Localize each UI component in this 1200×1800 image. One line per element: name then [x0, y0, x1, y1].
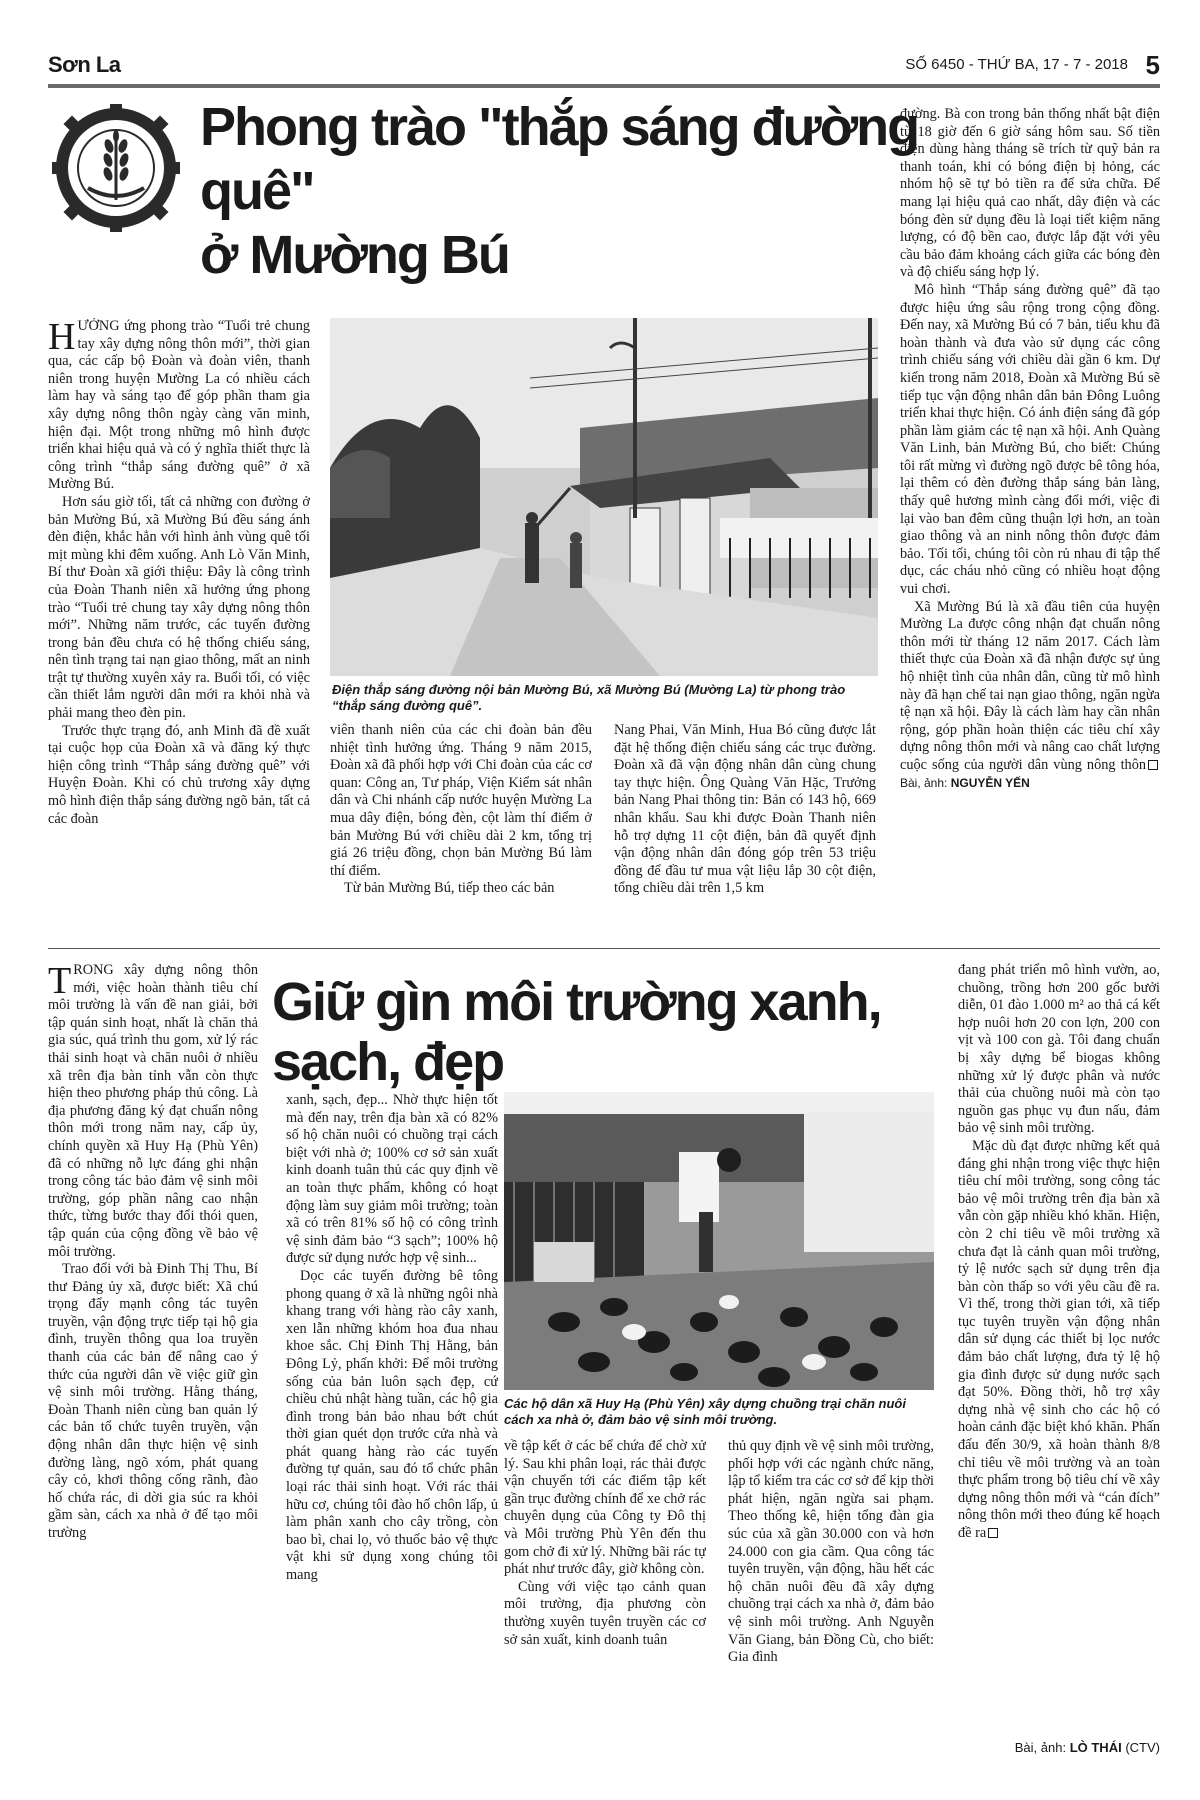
article2-headline: Giữ gìn môi trường xanh, sạch, đẹp	[272, 972, 881, 1092]
street-lights-photo	[330, 318, 878, 676]
article1-byline: Bài, ảnh: NGUYỄN YẾN	[900, 775, 1030, 790]
issue-info: SỐ 6450 - THỨ BA, 17 - 7 - 2018	[905, 56, 1128, 73]
page-number: 5	[1145, 50, 1160, 80]
article1-column-1	[48, 318, 310, 916]
section-name: Sơn La	[48, 52, 121, 77]
article1-paragraph: Mô hình “Thắp sáng đường quê” đã tạo được hiệu ứng sâu rộng trong cộng đồng. Đến nay, xã Mường Bú có 7 bản, tiểu khu đã hoàn thành và đưa vào sử dụng các công trình chiếu sáng với chiều dài gần 6 km. Dự kiến trong năm 2018, Đoàn xã Mường Bú sẽ tiếp tục vận động nhân dân bản Đông Luông triển khai thực hiện. Có ánh điện sáng đã góp phần làm giảm các tệ nạn xã hội. Anh Quàng Văn Linh, bản Mường Bú, cho biết: Chúng tôi rất mừng vì đường ngõ được bê tông hóa, lại thêm có đèn đường thắp sáng bản làng, thấy quê hương mình càng đổi mới, việc đi lại vào ban đêm cũng thuận lợi hơn, an toàn giao thông và an ninh nông thôn được đảm bảo. Tối tối, chúng tôi còn rủ nhau đi tập thể dục, các cháu nhỏ cũng có nhiều hoạt động vui chơi.	[900, 281, 1160, 598]
article1-headline-line2: ở Mường Bú	[200, 225, 509, 285]
article2-photo-caption: Các hộ dân xã Huy Hạ (Phù Yên) xây dựng chuồng trại chăn nuôi cách xa nhà ở, đảm bảo vệ sinh môi trường.	[504, 1396, 906, 1427]
article2-column-4	[728, 1438, 934, 1744]
dropcap: H	[48, 318, 76, 358]
article2-column-1	[48, 962, 258, 1742]
end-mark-icon	[1148, 760, 1158, 770]
article1-author: NGUYỄN YẾN	[950, 775, 1030, 790]
article2-paragraph: RONG xây dựng nông thôn mới, việc hoàn thành tiêu chí môi trường là vấn đề nan giải, bởi tập quán sinh hoạt, nhất là chăn thả gia súc, quá trình thu gom, xử lý rác thải sinh hoạt và chăn nuôi ở nhiều xã trên địa bàn tỉnh vẫn còn thực hiện theo phương pháp thủ công. Là địa phương đăng ký đạt chuẩn nông thôn mới trong năm nay, cấp ủy, chính quyền xã Huy Hạ (Phù Yên) đã có những nỗ lực đáng ghi nhận trong công tác bảo đảm vệ sinh môi trường, góp phần nâng cao nhận thức, từng bước thay đổi thói quen, tập quán của cộng đồng về bảo vệ môi trường.	[48, 962, 258, 1260]
article1-paragraph: đường. Bà con trong bản thống nhất bật điện từ 18 giờ đến 6 giờ sáng hôm sau. Số tiền điện dùng hàng tháng sẽ trích từ quỹ bản ra thanh toán, khi có bóng điện bị hỏng, các nhóm hộ sẽ tự bỏ tiền ra để sửa chữa. Để mang lại hiệu quả cao nhất, dây điện và các bóng đèn sử dụng đều là loại tiết kiệm năng lượng, có độ bền cao, được lắp đặt với yêu cầu bảo đảm khoảng cách giữa các bóng đèn và độ chiếu sáng hợp lý.	[900, 106, 1160, 281]
article2-column-5	[958, 962, 1160, 1738]
article2-paragraph: xanh, sạch, đẹp... Nhờ thực hiện tốt mà đến nay, trên địa bàn xã có 82% số hộ chăn nuôi có chuồng trại cách biệt với nhà ở; 100% cơ sở sản xuất kinh doanh tuân thủ các quy định về an toàn thực phẩm, không có hoạt động làm suy giảm môi trường; toàn xã có trên 81% số hộ có công trình vệ sinh đảm bảo “3 sạch”; 100% hộ được sử dụng nước hợp vệ sinh...	[286, 1092, 498, 1267]
article1-photo-caption: Điện thắp sáng đường nội bản Mường Bú, xã Mường Bú (Mường La) từ phong trào “thắp sáng đường quê”.	[332, 682, 846, 713]
article2-column-2	[286, 1092, 498, 1742]
article1-photo	[330, 318, 878, 676]
article1-paragraph: Từ bản Mường Bú, tiếp theo các bản	[344, 880, 555, 897]
article2-paragraph: Dọc các tuyến đường bê tông phong quang ở xã là những ngôi nhà khang trang với hàng rào cây xanh, xen lẫn những khóm hoa đua nhau khoe sắc. Chị Đinh Thị Hằng, bản Đông Lỷ, phấn khởi: Để môi trường sống của bản luôn sạch đẹp, cứ chiều chủ nhật hàng tuần, các hộ gia đình trong bản bảo nhau bớt chút thời gian quét dọn trước cửa nhà và phát quang hàng rào các tuyến đường tự quản, sau đó tổ chức phân loại rác thải sinh hoạt. Với rác thải hữu cơ, chúng tôi đào hố chôn lấp, ủ làm phân xanh cho cây trồng, còn bao bì, chai lọ, vỏ thuốc bảo vệ thực vật khi sử dụng xong chúng tôi mang	[286, 1267, 498, 1584]
article2-byline: Bài, ảnh: LÒ THÁI (CTV)	[1014, 1740, 1160, 1755]
article1-paragraph: Hơn sáu giờ tối, tất cả những con đường ở bản Mường Bú, xã Mường Bú đều sáng ánh đèn điện, khắc hẳn với hình ảnh vùng quê tối mịt mùng khi đêm xuống. Anh Lò Văn Minh, Bí thư Đoàn xã giới thiệu: Đây là công trình của Đoàn Thanh niên xã hưởng ứng phong trào “Tuổi trẻ chung tay xây dựng nông thôn mới”. Những năm trước, các tuyến đường trong bản đều chưa có hệ thống chiếu sáng, nên tình trạng tai nạn giao thông, mất an ninh trật tự thường xuyên xảy ra. Buổi tối, có việc cần thiết lắm người dân mới ra khỏi nhà và phải mang theo đèn pin.	[48, 493, 310, 722]
chicken-farm-photo	[504, 1092, 934, 1390]
article1-paragraph: ƯỞNG ứng phong trào “Tuổi trẻ chung tay xây dựng nông thôn mới”, thời gian qua, các cấp bộ Đoàn và đoàn viên, thanh niên trong huyện Mường La có nhiều cách làm hay và sáng tạo để góp phần tham gia xây dựng nông thôn ngày càng văn minh, hiện đại. Một trong những mô hình được triển khai hiệu quả và có ý nghĩa thiết thực là công trình “thắp sáng đường quê” ở xã Mường Bú.	[48, 318, 310, 493]
youth-union-logo	[52, 104, 180, 232]
article2-paragraph: thủ quy định về vệ sinh môi trường, phối hợp với các ngành chức năng, lập tổ kiểm tra các cơ sở để kịp thời phát hiện, ngăn ngừa sai phạm. Theo thống kê, hiện tổng đàn gia súc của xã gần 30.000 con và hơn 24.000 con gia cầm. Qua công tác tuyên truyền, vận động, hầu hết các hộ chăn nuôi đều đã xây dựng chuồng trại cách xa nhà ở, đảm bảo vệ sinh môi trường. Anh Nguyễn Văn Giang, bản Đồng Cù, cho biết: Gia đình	[728, 1438, 934, 1666]
article2-column-3	[504, 1438, 706, 1744]
article-divider	[48, 948, 1160, 949]
article2-photo	[504, 1092, 934, 1390]
header-rule	[48, 84, 1160, 88]
end-mark-icon	[988, 1528, 998, 1538]
article1-paragraph: viên thanh niên của các chi đoàn bản đều nhiệt tình hưởng ứng. Tháng 9 năm 2015, Đoàn xã đã phối hợp với Chi đoàn của các cơ quan: Công an, Tư pháp, Viện Kiểm sát nhân dân và Chi nhánh cấp nước huyện Mường La mua dây điện, bóng đèn, cột làm thí điểm ở bản Mường Bú với chiều dài 2 km, tổng trị giá 26 triệu đồng, chọn bản Mường Bú làm thí điểm.	[330, 722, 592, 879]
article2-paragraph: đang phát triển mô hình vườn, ao, chuồng, trồng hơn 200 gốc bưởi diễn, 01 đào 1.000 m² ao thả cá kết hợp nuôi hơn 20 con lợn, 200 con vịt và 100 con gà. Tôi đang chuẩn bị xây dựng bể biogas không những xử lý được phân và nước thải của chuồng nuôi mà còn tạo nguồn gas phục vụ đun nấu, đảm bảo vệ sinh môi trường.	[958, 962, 1160, 1137]
article2-author: LÒ THÁI	[1069, 1740, 1122, 1755]
article1-headline-line1: Phong trào "thắp sáng đường quê"	[200, 97, 919, 221]
article1-paragraph: Nang Phai, Văn Minh, Hua Bó cũng được lắt đặt hệ thống điện chiếu sáng các trục đường. Đoàn xã đã vận động nhân dân cùng chung tay thực hiện. Ông Quàng Văn Hặc, Trưởng bản Nang Phai thông tin: Bản có 143 hộ, 669 nhân khẩu. Sau khi được Đoàn Thanh niên hỗ trợ dựng 11 cột điện, bản đã quyết định vận động nhân dân đóng góp trên 53 triệu đồng để đầu tư mua vật liệu lắp 30 cột điện, tổng chiều dài trên 1,5 km	[614, 722, 876, 897]
article2-paragraph: Cùng với việc tạo cảnh quan môi trường, địa phương còn thường xuyên tuyên truyền các cơ sở sản xuất, kinh doanh tuân	[504, 1578, 706, 1648]
article1-paragraph: Xã Mường Bú là xã đầu tiên của huyện Mường La được công nhận đạt chuẩn nông thôn mới từ tháng 12 năm 2017. Cách làm thiết thực của Đoàn xã đã nhận được sự ủng hộ nhiệt tình của nhân dân, cũng từ mô hình này đã hạn chế tai nạn giao thông, ngăn ngừa tệ nạn xã hội. Đây là cách làm hay cần nhân rộng, góp phần hoàn thiện các tiêu chí xây dựng nông thôn mới và nâng cao chất lượng cuộc sống của người dân vùng nông thôn	[900, 598, 1160, 773]
article2-paragraph: Mặc dù đạt được những kết quả đáng ghi nhận trong việc thực hiện tiêu chí môi trường, song công tác bảo vệ môi trường trên địa bàn xã vẫn còn gặp nhiều khó khăn. Hiện, còn 2 chỉ tiêu về môi trường xã chưa đạt là cảnh quan môi trường, tỷ lệ nước sạch sử dụng trên địa bàn còn thấp so với yêu cầu đề ra. Vì thế, trong thời gian tới, xã tiếp tục tuyên truyền vận động nhân dân sử dụng các thiết bị lọc nước đảm bảo chất lượng, đưa tỷ lệ hộ gia đình được sử dụng nước sạch đạt 50%. Đồng thời, hỗ trợ xây dựng nhà vệ sinh cho các hộ có hoàn cảnh đặc biệt khó khăn. Phấn đấu đến 30/9, xã hoàn thành 8/8 chỉ tiêu về môi trường và an toàn thực phẩm trong bộ tiêu chí về xây dựng nông thôn mới và “cán đích” nông thôn mới theo đúng kế hoạch đề ra	[958, 1137, 1160, 1541]
dropcap: T	[48, 962, 72, 1002]
article1-column-3	[614, 722, 876, 916]
article1-column-2	[330, 722, 592, 916]
article1-paragraph: Trước thực trạng đó, anh Minh đã đề xuất tại cuộc họp của Đoàn xã và đăng ký thực hiện công trình “Thắp sáng đường quê” với Huyện Đoàn. Khi có chủ trương xây dựng mô hình điện thắp sáng đường ngõ bản, tất cả các đoàn	[48, 722, 310, 827]
page-header	[48, 52, 1160, 80]
article2-paragraph: về tập kết ở các bể chứa để chờ xử lý. Sau khi phân loại, rác thải được vận chuyển tới các điểm tập kết gần trục đường chính để xe chở rác chuyên dụng của Công ty Đô thị và Môi trường Phù Yên đến thu gom chở đi xử lý. Những bãi rác tự phát như trước đây, giờ không còn.	[504, 1438, 706, 1578]
article1-headline	[200, 95, 920, 287]
article1-column-4	[900, 106, 1160, 950]
article2-paragraph: Trao đổi với bà Đinh Thị Thu, Bí thư Đảng ủy xã, được biết: Xã chú trọng đẩy mạnh công tác tuyên truyền, vận động trực tiếp tại hộ gia đình, truyền thông qua loa truyền thanh của các bản để nâng cao ý thức của người dân về việc giữ gìn vệ sinh môi trường. Hằng tháng, Đoàn Thanh niên cùng ban quản lý các bản tổ chức tuyên truyền, vận động nhân dân thực hiện vệ sinh đường làng, ngõ xóm, phát quang cây cỏ, khơi thông cống rãnh, đào hố chứa rác, di dời gia súc ra khỏi gầm sàn, cách xa nhà ở để tạo môi trường	[48, 1261, 258, 1541]
